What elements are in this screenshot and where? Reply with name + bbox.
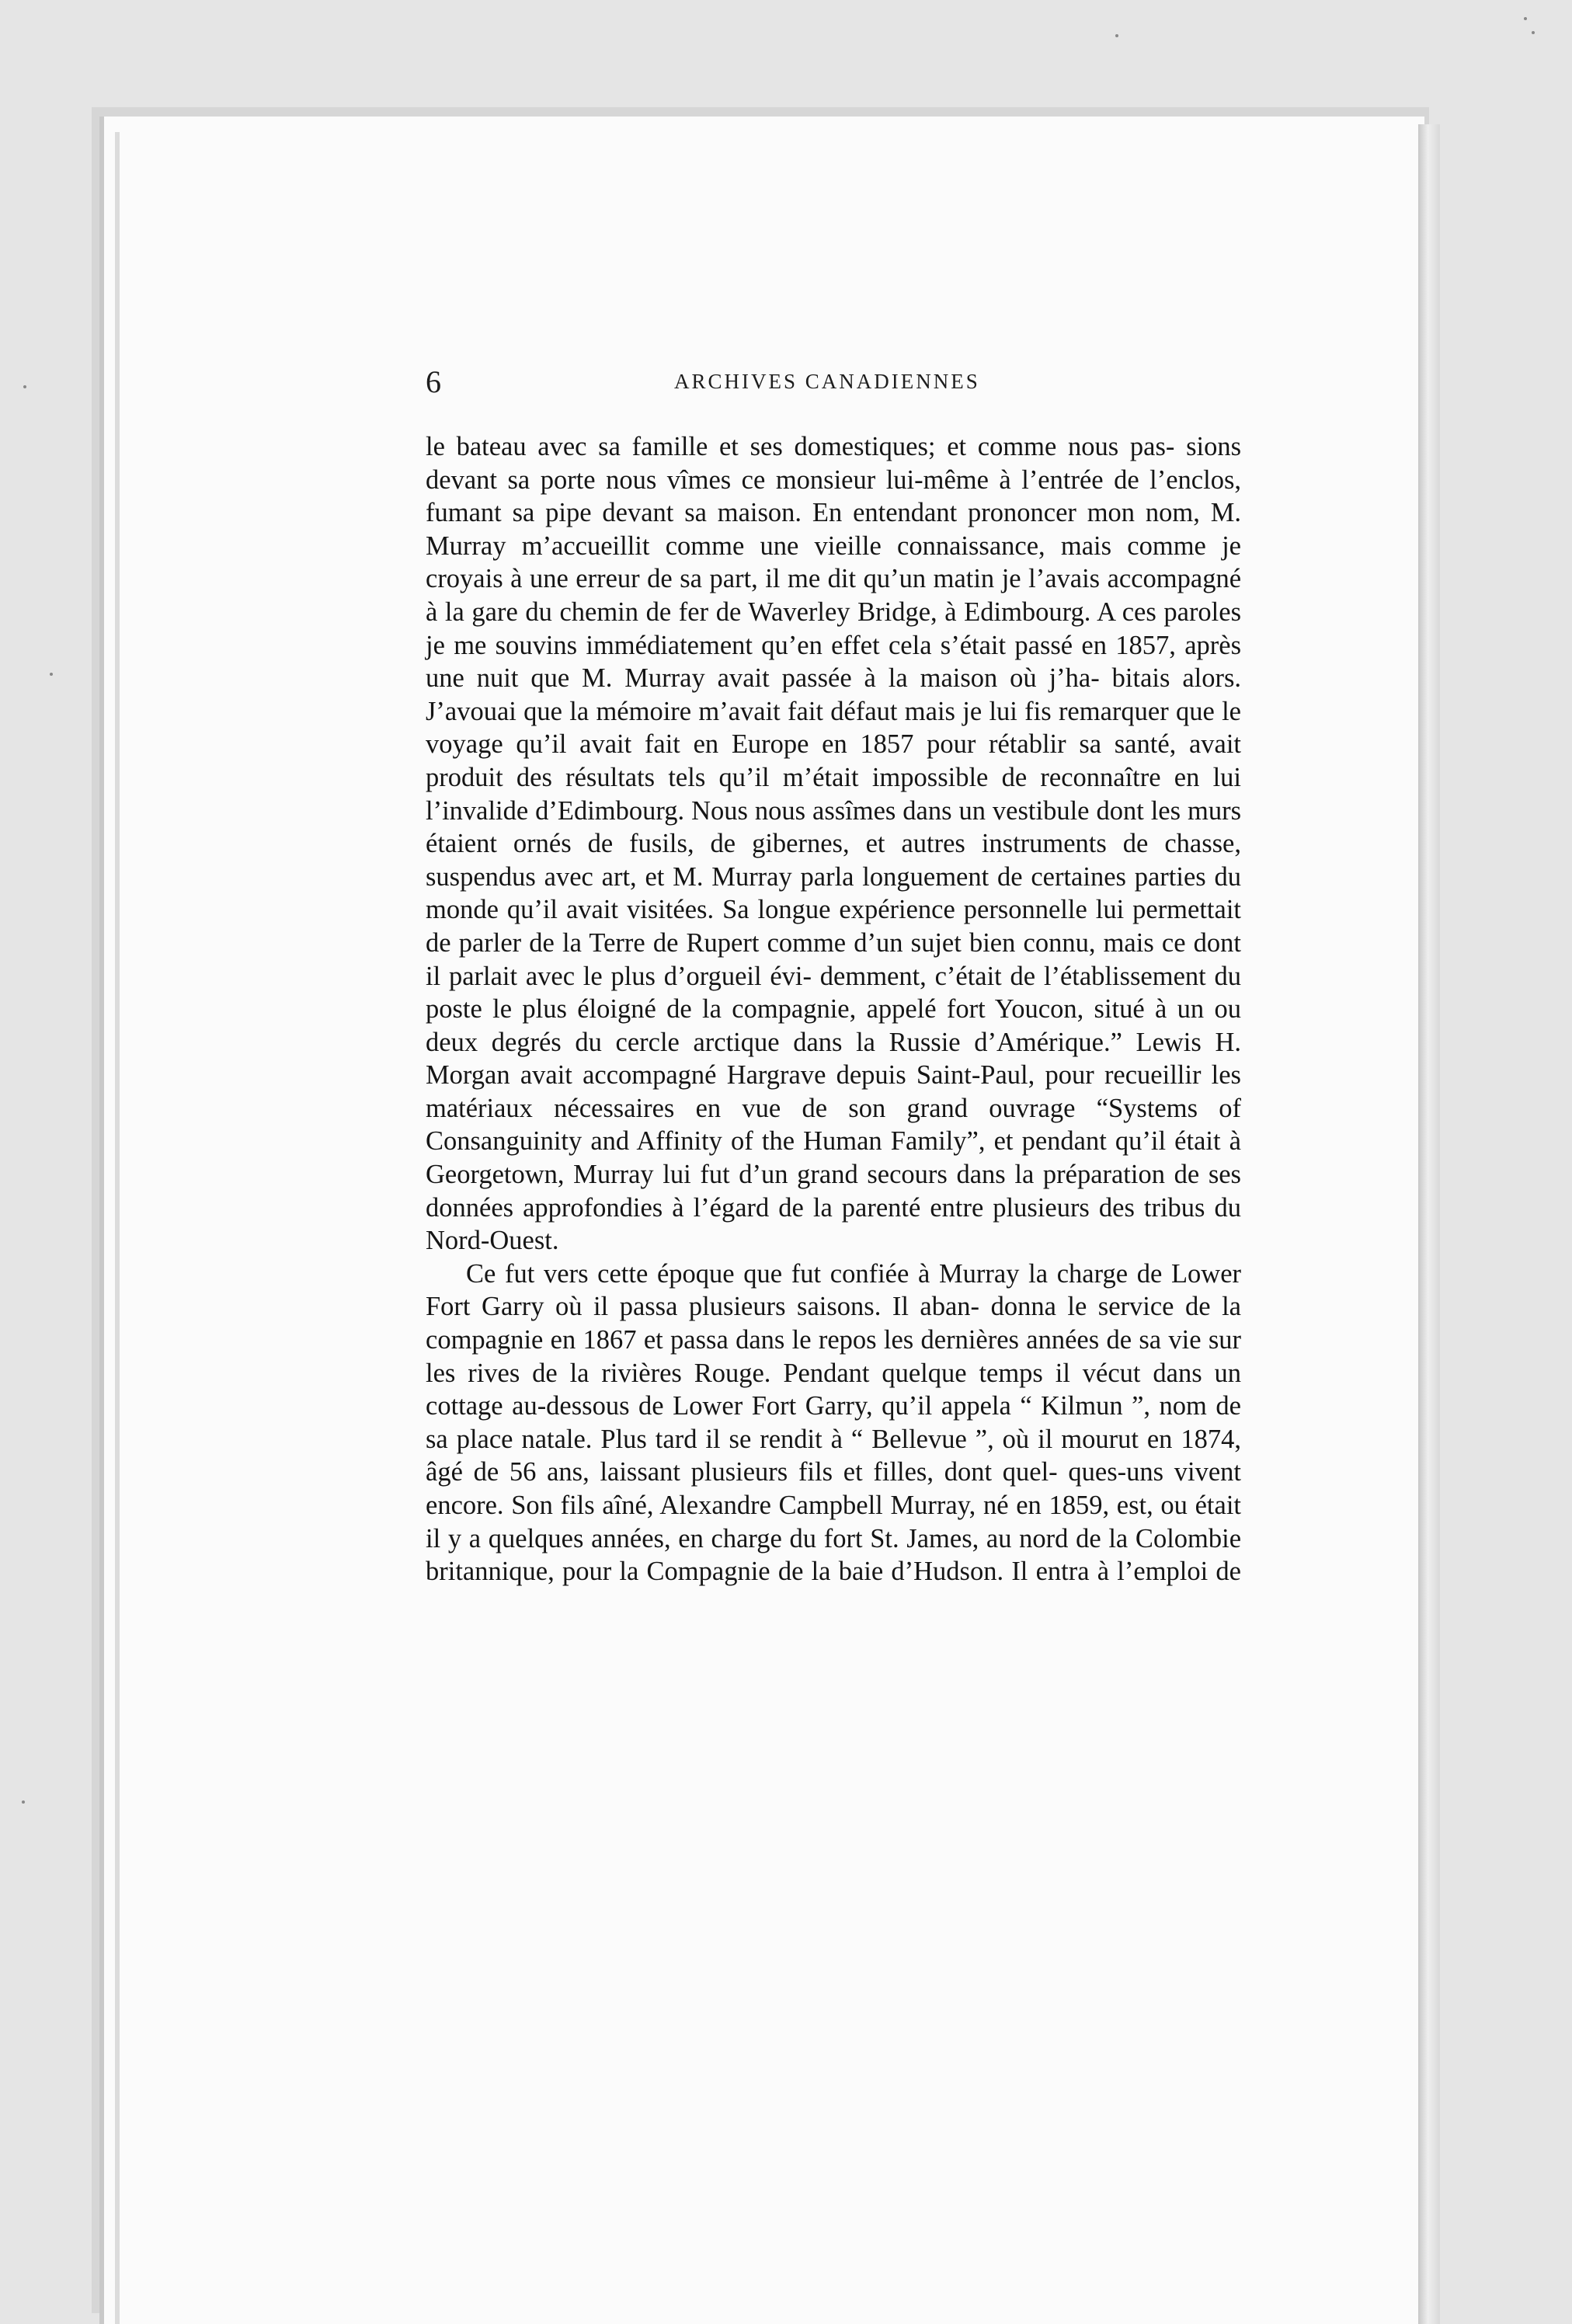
text-line: bitais alors. J’avouai que la mémoire m’avait fait défaut mais <box>426 663 1242 726</box>
text-line: pour la Compagnie de la baie d’Hudson. Il entra à l’emploi de <box>562 1557 1241 1587</box>
text-line: lui permettait de parler de la Terre de Rupert comme d’un sujet <box>426 895 1241 958</box>
text-line: “Systems of Consanguinity and Affinity of the Human Family”, <box>426 1093 1241 1157</box>
text-line: les dernières années de sa vie sur les rives de la rivières Rouge. <box>426 1325 1241 1388</box>
text-line: de Lower Fort Garry où il passa plusieurs saisons. Il aban- <box>426 1258 1241 1322</box>
text-line: Murray, né en 1859, est, ou était il y a quelques années, en <box>426 1491 1242 1553</box>
text-line: charge du fort St. James, au nord de la Colombie britannique, <box>426 1523 1242 1587</box>
page-number: 6 <box>426 364 441 399</box>
text-line: donna le service de la compagnie en 1867 et passa dans le repos <box>426 1292 1241 1355</box>
scan-speck <box>23 385 26 388</box>
body-text <box>426 430 1241 1588</box>
text-line: bien connu, mais ce dont il parlait avec le plus d’orgueil évi- <box>426 927 1242 991</box>
text-line: compagnie, appelé fort Youcon, situé à un ou deux degrés du <box>426 994 1241 1057</box>
scan-speck <box>22 1800 25 1804</box>
text-line: et pendant qu’il était à Georgetown, Murray lui fut d’un grand <box>426 1126 1241 1190</box>
text-line: de fer de Waverley Bridge, à Edimbourg. A ces paroles je me <box>426 597 1242 660</box>
text-line: 1874, âgé de 56 ans, laissant plusieurs fils et filles, dont quel- <box>426 1424 1242 1487</box>
text-line: cercle arctique dans la Russie d’Amérique.” Lewis H. <box>615 1027 1241 1057</box>
text-line: l’égard de la parenté entre plusieurs des tribus du Nord-Ouest. <box>426 1192 1242 1256</box>
text-line: natale. Plus tard il se rendit à “ Bellevue ”, où il mourut en <box>521 1424 1173 1454</box>
text-line: ques-uns vivent encore. Son fils aîné, Alexandre Campbell <box>426 1457 1241 1520</box>
text-line: demment, c’était de l’établissement du poste le plus éloigné de la <box>426 961 1241 1025</box>
text-line: après une nuit que M. Murray avait passée à la maison où j’ha- <box>426 630 1241 694</box>
text-line: Pendant quelque temps il vécut dans un cottage au-dessous de <box>426 1358 1242 1421</box>
text-line: de fusils, de gibernes, et autres instruments de chasse, suspendus <box>426 829 1241 892</box>
text-line: je lui fis remarquer que le voyage qu’il avait fait en Europe en <box>426 696 1241 760</box>
scan-speck <box>1524 17 1527 20</box>
text-line: du monde qu’il avait visitées. Sa longue expérience personnelle <box>426 861 1242 925</box>
paragraph <box>426 430 1241 1258</box>
text-line: de l’enclos, fumant sa pipe devant sa maison. En entendant <box>426 464 1241 528</box>
text-line: Morgan avait accompagné Hargrave depuis Saint-Paul, pour <box>426 1060 1094 1091</box>
text-line: souvins immédiatement qu’en effet cela s’était passé en 1857, <box>495 630 1176 660</box>
scan-speck <box>1115 34 1118 37</box>
page-inner-edge <box>115 132 120 2324</box>
text-line: Lower Fort Garry, qu’il appela “ Kilmun ”, nom de sa place <box>426 1391 1241 1454</box>
text-line: connaissance, mais comme je croyais à une erreur de sa part, il <box>426 531 1241 594</box>
text-line: me dit qu’un matin je l’avais accompagné à la gare du chemin <box>426 564 1242 627</box>
page-header <box>426 364 1252 402</box>
scan-speck <box>1532 31 1535 34</box>
paragraph <box>426 1258 1241 1588</box>
text-line: 1857 pour rétablir sa santé, avait produit des résultats tels qu’il <box>426 729 1242 792</box>
text-line: le bateau avec sa famille et ses domestiques; et comme nous pas- <box>426 432 1175 461</box>
scan-speck <box>50 673 53 676</box>
running-head: ARCHIVES CANADIENNES <box>674 370 980 393</box>
text-line: Ce fut vers cette époque que fut confiée à Murray la charge <box>466 1258 1129 1289</box>
page-right-edge <box>1418 124 1440 2324</box>
text-line: secours dans la préparation de ses données approfondies à <box>426 1160 1241 1223</box>
text-line: prononcer mon nom, M. Murray m’accueillit comme une vieille <box>426 498 1241 561</box>
text-line: recueillir les matériaux nécessaires en vue de son grand ouvrage <box>426 1060 1241 1123</box>
text-line: avec art, et M. Murray parla longuement de certaines parties <box>544 861 1206 892</box>
text-line: sions devant sa porte nous vîmes ce monsieur lui-même à l’entrée <box>426 432 1241 495</box>
text-line: Nous nous assîmes dans un vestibule dont les murs étaient ornés <box>426 795 1242 859</box>
text-line: m’était impossible de reconnaître en lui l’invalide d’Edimbourg. <box>426 762 1242 826</box>
